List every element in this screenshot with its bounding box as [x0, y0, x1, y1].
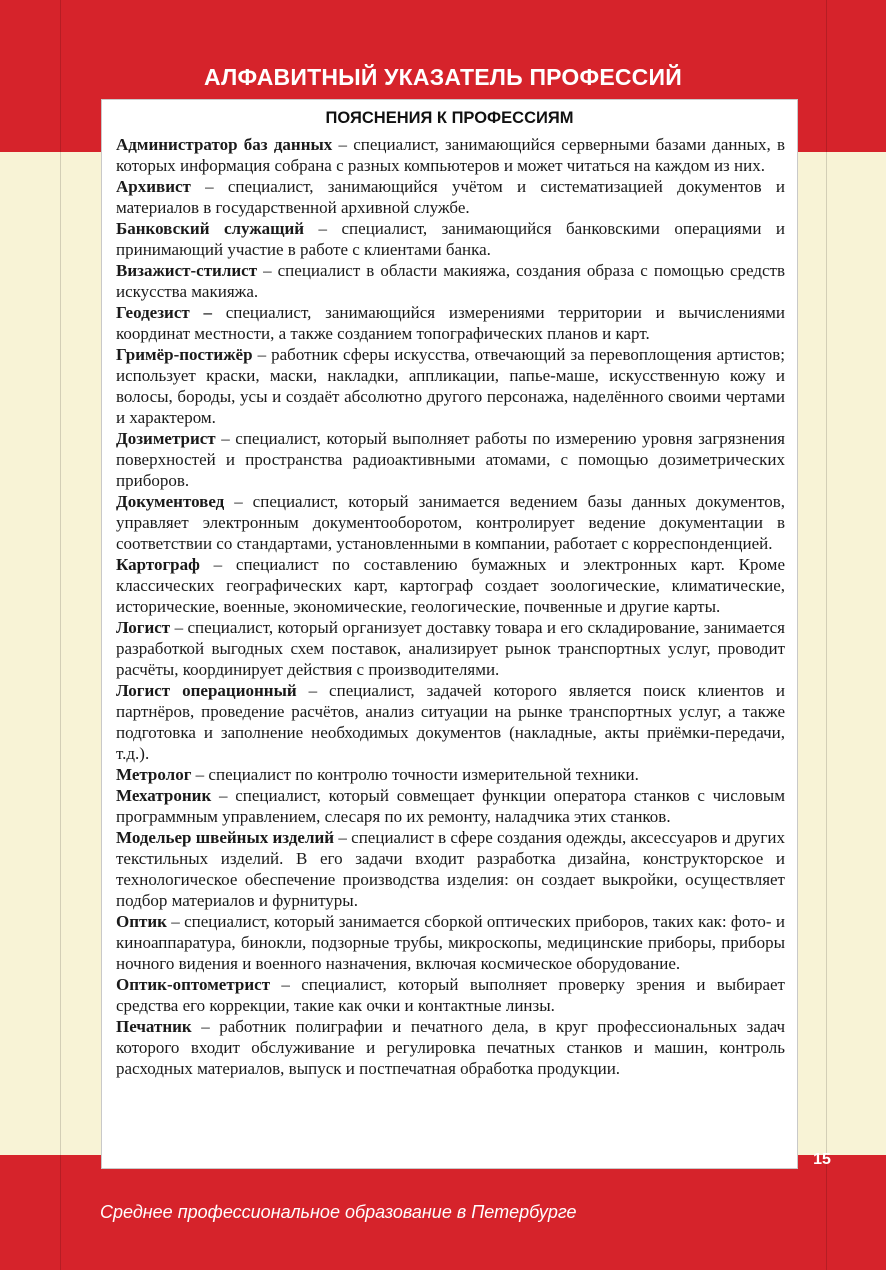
profession-term: Дозиметрист — [116, 429, 216, 448]
profession-entry — [116, 785, 785, 827]
profession-entry — [116, 260, 785, 302]
profession-entry — [116, 428, 785, 491]
profession-term: Модельер швейных изделий — [116, 828, 335, 847]
profession-term: Документовед — [116, 492, 225, 511]
profession-entry — [116, 974, 785, 1016]
profession-description: – специалист в области макияжа, создания образа с помощью средств искусства макияжа. — [116, 261, 785, 301]
profession-description: – работник сферы искусства, отвечающий за перевоплощения артистов; использует краски, маски, накладки, аппликации, папье-маше, искусственную кожу и волосы, бороды, усы и создаёт абсолютно другого персонажа, наделённого своими чертами и характером. — [116, 345, 785, 427]
profession-term: Архивист — [116, 177, 191, 196]
profession-term: Логист операционный — [116, 681, 297, 700]
professions-panel — [101, 99, 798, 1169]
profession-term: Администратор баз данных — [116, 135, 333, 154]
profession-description: – работник полиграфии и печатного дела, в круг профессиональных задач которого входит обслуживание и регулировка печатных станков и машин, контроль расходных материалов, выпуск и постпечатная обработка продукции. — [116, 1017, 785, 1078]
profession-description: – специалист, который выполняет работы по измерению уровня загрязнения поверхностей и пространства радиоактивными атомами, с помощью дозиметрических приборов. — [116, 429, 785, 490]
profession-description: – специалист, который выполняет проверку зрения и выбирает средства его коррекции, такие как очки и контактные линзы. — [116, 975, 785, 1015]
profession-description: – специалист, который занимается ведением базы данных документов, управляет электронным документооборотом, контролирует ведение документации в соответствии со стандартами, установленными в компании, работает с корреспонденцией. — [116, 492, 785, 553]
right-margin-line — [826, 0, 827, 1270]
profession-description: – специалист, который организует доставку товара и его складирование, занимается разработкой выгодных схем поставок, анализирует рынок транспортных услуг, проводит расчёты, координирует действия с производителями. — [116, 618, 785, 679]
professions-list — [102, 134, 797, 1079]
profession-entry — [116, 218, 785, 260]
profession-entry — [116, 176, 785, 218]
profession-term: Мехатроник — [116, 786, 212, 805]
profession-entry — [116, 344, 785, 428]
profession-term: Оптик-оптометрист — [116, 975, 271, 994]
profession-description: – специалист, задачей которого является поиск клиентов и партнёров, проведение расчётов, анализ ситуации на рынке транспортных услуг, а также подготовка и заполнение необходимых документов (накладные, акты приёмки-передачи, т.д.). — [116, 681, 785, 763]
profession-entry — [116, 680, 785, 764]
profession-description: – специалист, занимающийся серверными базами данных, в которых информация собрана с разных компьютеров и может читаться на каждом из них. — [116, 135, 785, 175]
profession-description: – специалист в сфере создания одежды, аксессуаров и других текстильных изделий. В его задачи входит разработка дизайна, конструкторское и технологическое обеспечение производства изделия: он создает выкройки, осуществляет подбор материалов и фурнитуры. — [116, 828, 785, 910]
profession-term: Картограф — [116, 555, 200, 574]
profession-entry — [116, 491, 785, 554]
profession-entry — [116, 134, 785, 176]
page-title: АЛФАВИТНЫЙ УКАЗАТЕЛЬ ПРОФЕССИЙ — [204, 64, 682, 90]
profession-term: Банковский служащий — [116, 219, 305, 238]
profession-description: специалист, занимающийся измерениями территории и вычислениями координат местности, а также созданием топографических планов и карт. — [116, 303, 785, 343]
panel-title: ПОЯСНЕНИЯ К ПРОФЕССИЯМ — [325, 109, 574, 127]
profession-term: Оптик — [116, 912, 167, 931]
profession-entry — [116, 302, 785, 344]
left-margin-line — [60, 0, 61, 1270]
profession-term: Гримёр-постижёр — [116, 345, 253, 364]
profession-entry — [116, 911, 785, 974]
profession-description: – специалист, который занимается сборкой оптических приборов, таких как: фото- и киноаппаратура, бинокли, подзорные трубы, микроскопы, медицинские приборы, приборы ночного видения и военного назначения, включая космическое оборудование. — [116, 912, 785, 973]
profession-term: Логист — [116, 618, 171, 637]
profession-description: – специалист по контролю точности измерительной техники. — [191, 765, 639, 784]
profession-entry — [116, 617, 785, 680]
profession-term: Геодезист – — [116, 303, 212, 322]
profession-description: – специалист по составлению бумажных и электронных карт. Кроме классических географических карт, картограф создает зоологические, климатические, исторические, военные, экономические, геологические, почвенные и другие карты. — [116, 555, 785, 616]
footer-text: Среднее профессиональное образование в Петербурге — [100, 1202, 577, 1222]
profession-entry — [116, 827, 785, 911]
profession-description: – специалист, который совмещает функции оператора станков с числовым программным управлением, слесаря по их ремонту, наладчика этих станков. — [116, 786, 785, 826]
profession-description: – специалист, занимающийся банковскими операциями и принимающий участие в работе с клиентами банка. — [116, 219, 785, 259]
profession-entry — [116, 764, 785, 785]
profession-term: Визажист-стилист — [116, 261, 258, 280]
profession-term: Метролог — [116, 765, 192, 784]
profession-entry — [116, 1016, 785, 1079]
profession-description: – специалист, занимающийся учётом и систематизацией документов и материалов в государственной архивной службе. — [116, 177, 785, 217]
profession-entry — [116, 554, 785, 617]
profession-term: Печатник — [116, 1017, 192, 1036]
page-number: 15 — [813, 1151, 831, 1168]
